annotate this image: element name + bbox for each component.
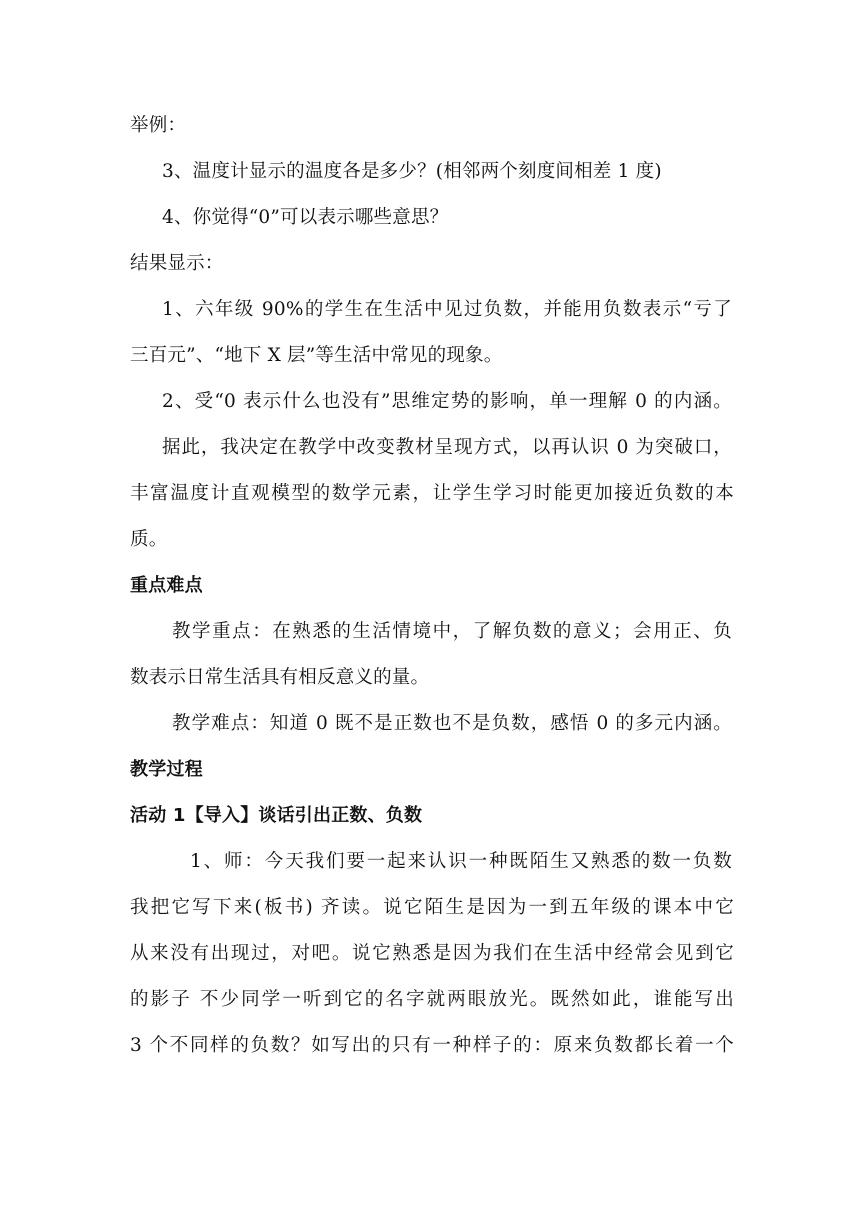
activity-line-2: 我把它写下来(板书) 齐读。说它陌生是因为一到五年级的课本中它 xyxy=(130,897,734,918)
key-point-line-1: 教学重点：在熟悉的生活情境中，了解负数的意义；会用正、负 xyxy=(172,621,732,642)
key-points-heading: 重点难点 xyxy=(130,575,203,596)
question-3: 3、温度计显示的温度各是多少？(相邻两个刻度间相差 1 度) xyxy=(162,161,662,182)
activity-line-4: 的影子 不少同学一听到它的名字就两眼放光。既然如此，谁能写出 xyxy=(130,989,734,1010)
result-2: 2、受“0 表示什么也没有”思维定势的影响，单一理解 0 的内涵。 xyxy=(162,391,732,412)
key-point-line-2: 数表示日常生活具有相反意义的量。 xyxy=(130,667,430,688)
result-1-line-2: 三百元”、“地下 X 层”等生活中常见的现象。 xyxy=(130,345,503,366)
result-1-line-1: 1、六年级 90%的学生在生活中见过负数，并能用负数表示“亏了 xyxy=(162,299,732,320)
question-4: 4、你觉得“0”可以表示哪些意思？ xyxy=(162,207,449,228)
difficulty-line: 教学难点：知道 0 既不是正数也不是负数，感悟 0 的多元内涵。 xyxy=(172,713,732,734)
decision-line-1: 据此，我决定在教学中改变教材呈现方式，以再认识 0 为突破口， xyxy=(162,437,732,458)
activity-line-3: 从来没有出现过，对吧。说它熟悉是因为我们在生活中经常会见到它 xyxy=(130,943,734,964)
decision-line-3: 质。 xyxy=(130,529,168,550)
activity-line-5: 3 个不同样的负数？如写出的只有一种样子的：原来负数都长着一个 xyxy=(130,1035,734,1056)
activity-line-1: 1、师：今天我们要一起来认识一种既陌生又熟悉的数一负数 xyxy=(190,851,732,872)
process-heading: 教学过程 xyxy=(130,759,203,780)
decision-line-2: 丰富温度计直观模型的数学元素，让学生学习时能更加接近负数的本 xyxy=(130,483,734,504)
result-label: 结果显示： xyxy=(130,253,224,274)
example-label: 举例： xyxy=(130,115,187,136)
activity-heading: 活动 1【导入】谈话引出正数、负数 xyxy=(130,805,423,826)
